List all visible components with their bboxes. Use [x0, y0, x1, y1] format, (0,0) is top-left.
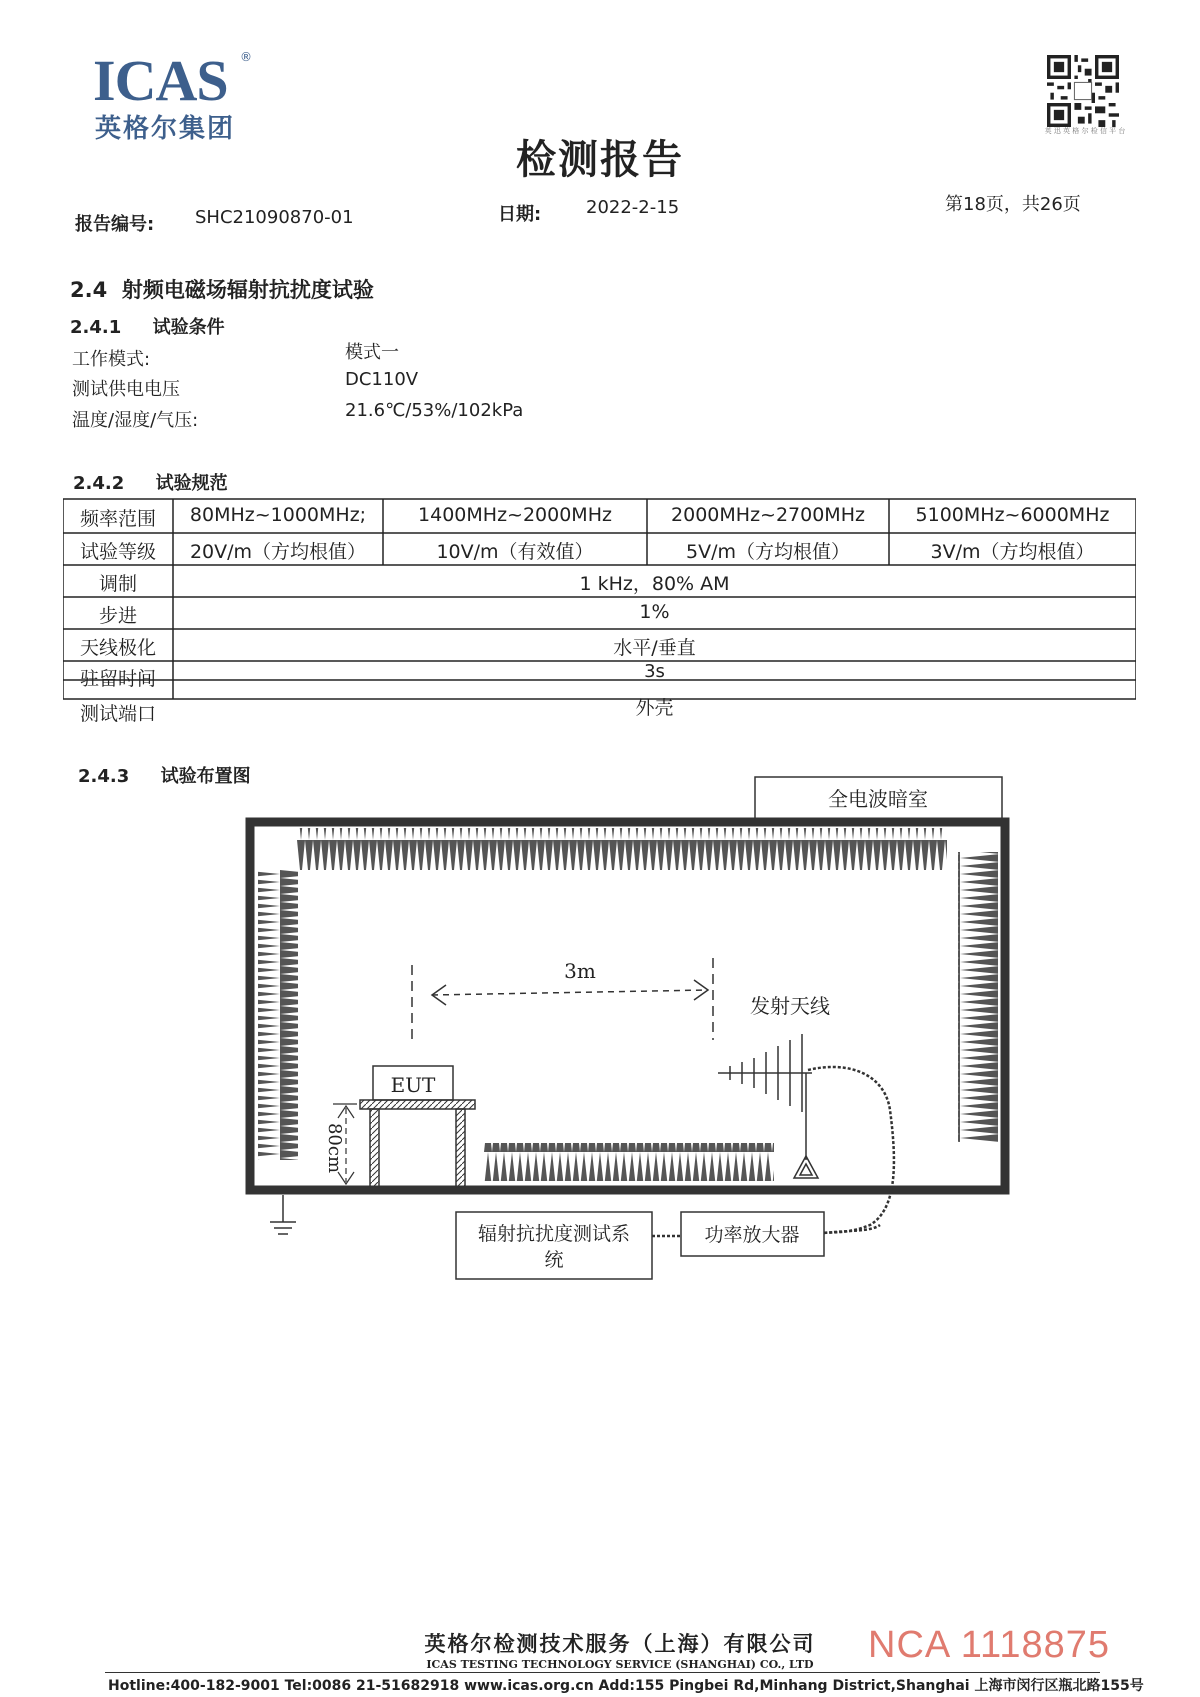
test-port-label: 测试端口 [79, 703, 156, 725]
company-logo-subtitle: 英格尔集团 [95, 114, 236, 144]
section-number: 2.4 [70, 278, 108, 302]
footer-contact: Hotline:400-182-9001 Tel:0086 21-51682918 www.icas.org.cn Add:155 Pingbei Rd,Minhang District,Shanghai 上海市闵行区瓶北路155号 [108, 1678, 1144, 1694]
test-table-leg-left [370, 1109, 379, 1187]
test-level-4: 3V/m（方均根值） [930, 541, 1095, 563]
polarization-value: 水平/垂直 [613, 637, 696, 659]
date-label: 日期: [498, 204, 542, 225]
chamber-label: 全电波暗室 [828, 787, 928, 811]
test-table-leg-right [456, 1109, 465, 1187]
spec-number: 2.4.2 [73, 473, 125, 494]
test-port-value: 外壳 [635, 697, 674, 719]
date-value: 2022-2-15 [586, 197, 680, 218]
condition-label-voltage: 测试供电电压 [72, 379, 180, 400]
registered-mark: ® [240, 50, 252, 64]
absorbers-left-wall [258, 870, 298, 1160]
section-title: 射频电磁场辐射抗扰度试验 [121, 278, 374, 302]
layout-title: 试验布置图 [160, 766, 251, 787]
step-label: 步进 [98, 605, 137, 627]
immunity-system-label-line1: 辐射抗扰度测试系 [477, 1223, 631, 1245]
report-title: 检测报告 [516, 136, 684, 183]
conditions-number: 2.4.1 [70, 317, 122, 338]
freq-range-1: 80MHz~1000MHz; [189, 504, 367, 526]
antenna-label: 发射天线 [750, 994, 830, 1018]
distance-label: 3m [564, 959, 596, 983]
height-label: 80cm [324, 1122, 345, 1174]
page-info: 第18页，共26页 [945, 194, 1081, 215]
report-number-label: 报告编号: [75, 214, 155, 235]
freq-range-3: 2000MHz~2700MHz [671, 504, 865, 526]
antenna-cable [808, 1067, 894, 1235]
spec-title: 试验规范 [155, 473, 228, 494]
distance-arrow [432, 990, 708, 995]
condition-value-environment: 21.6℃/53%/102kPa [345, 400, 524, 421]
freq-range-label: 频率范围 [79, 508, 156, 530]
ground-icon [270, 1195, 296, 1234]
absorbers-floor [484, 1143, 774, 1181]
dwell-time-value: 3s [644, 661, 665, 682]
absorbers-ceiling [297, 828, 947, 870]
anechoic-chamber [250, 822, 1005, 1190]
step-value: 1% [639, 601, 670, 623]
footer-company-en: ICAS TESTING TECHNOLOGY SERVICE (SHANGHAI) CO., LTD [426, 1658, 814, 1671]
layout-number: 2.4.3 [78, 766, 130, 787]
test-level-1: 20V/m（方均根值） [189, 541, 367, 563]
test-level-label: 试验等级 [79, 541, 156, 563]
eut-label: EUT [390, 1073, 436, 1097]
immunity-system-label-line2: 统 [544, 1249, 564, 1271]
freq-range-2: 1400MHz~2000MHz [418, 504, 612, 526]
condition-value-mode: 模式一 [345, 342, 399, 363]
power-amplifier-label: 功率放大器 [704, 1224, 800, 1246]
condition-label-environment: 温度/湿度/气压: [72, 410, 199, 431]
test-level-3: 5V/m（方均根值） [686, 541, 850, 563]
absorbers-right-wall [958, 852, 998, 1142]
condition-value-voltage: DC110V [345, 369, 419, 390]
modulation-value: 1 kHz，80% AM [579, 573, 730, 595]
test-table-top [360, 1100, 475, 1109]
dwell-time-label: 驻留时间 [79, 668, 156, 690]
footer-divider [105, 1672, 1100, 1673]
polarization-label: 天线极化 [79, 637, 156, 659]
condition-label-mode: 工作模式: [72, 349, 151, 370]
footer-company-cn: 英格尔检测技术服务（上海）有限公司 [424, 1631, 816, 1656]
qr-caption: 英 迅 英 格 尔 检 信 平 台 [1044, 127, 1126, 135]
report-number-value: SHC21090870-01 [195, 207, 354, 228]
test-level-2: 10V/m（有效值） [436, 541, 594, 563]
company-logo-text: ICAS [93, 48, 228, 113]
modulation-label: 调制 [98, 573, 137, 595]
conditions-title: 试验条件 [152, 317, 225, 338]
nca-serial-number: NCA 1118875 [868, 1624, 1110, 1666]
freq-range-4: 5100MHz~6000MHz [915, 504, 1110, 526]
